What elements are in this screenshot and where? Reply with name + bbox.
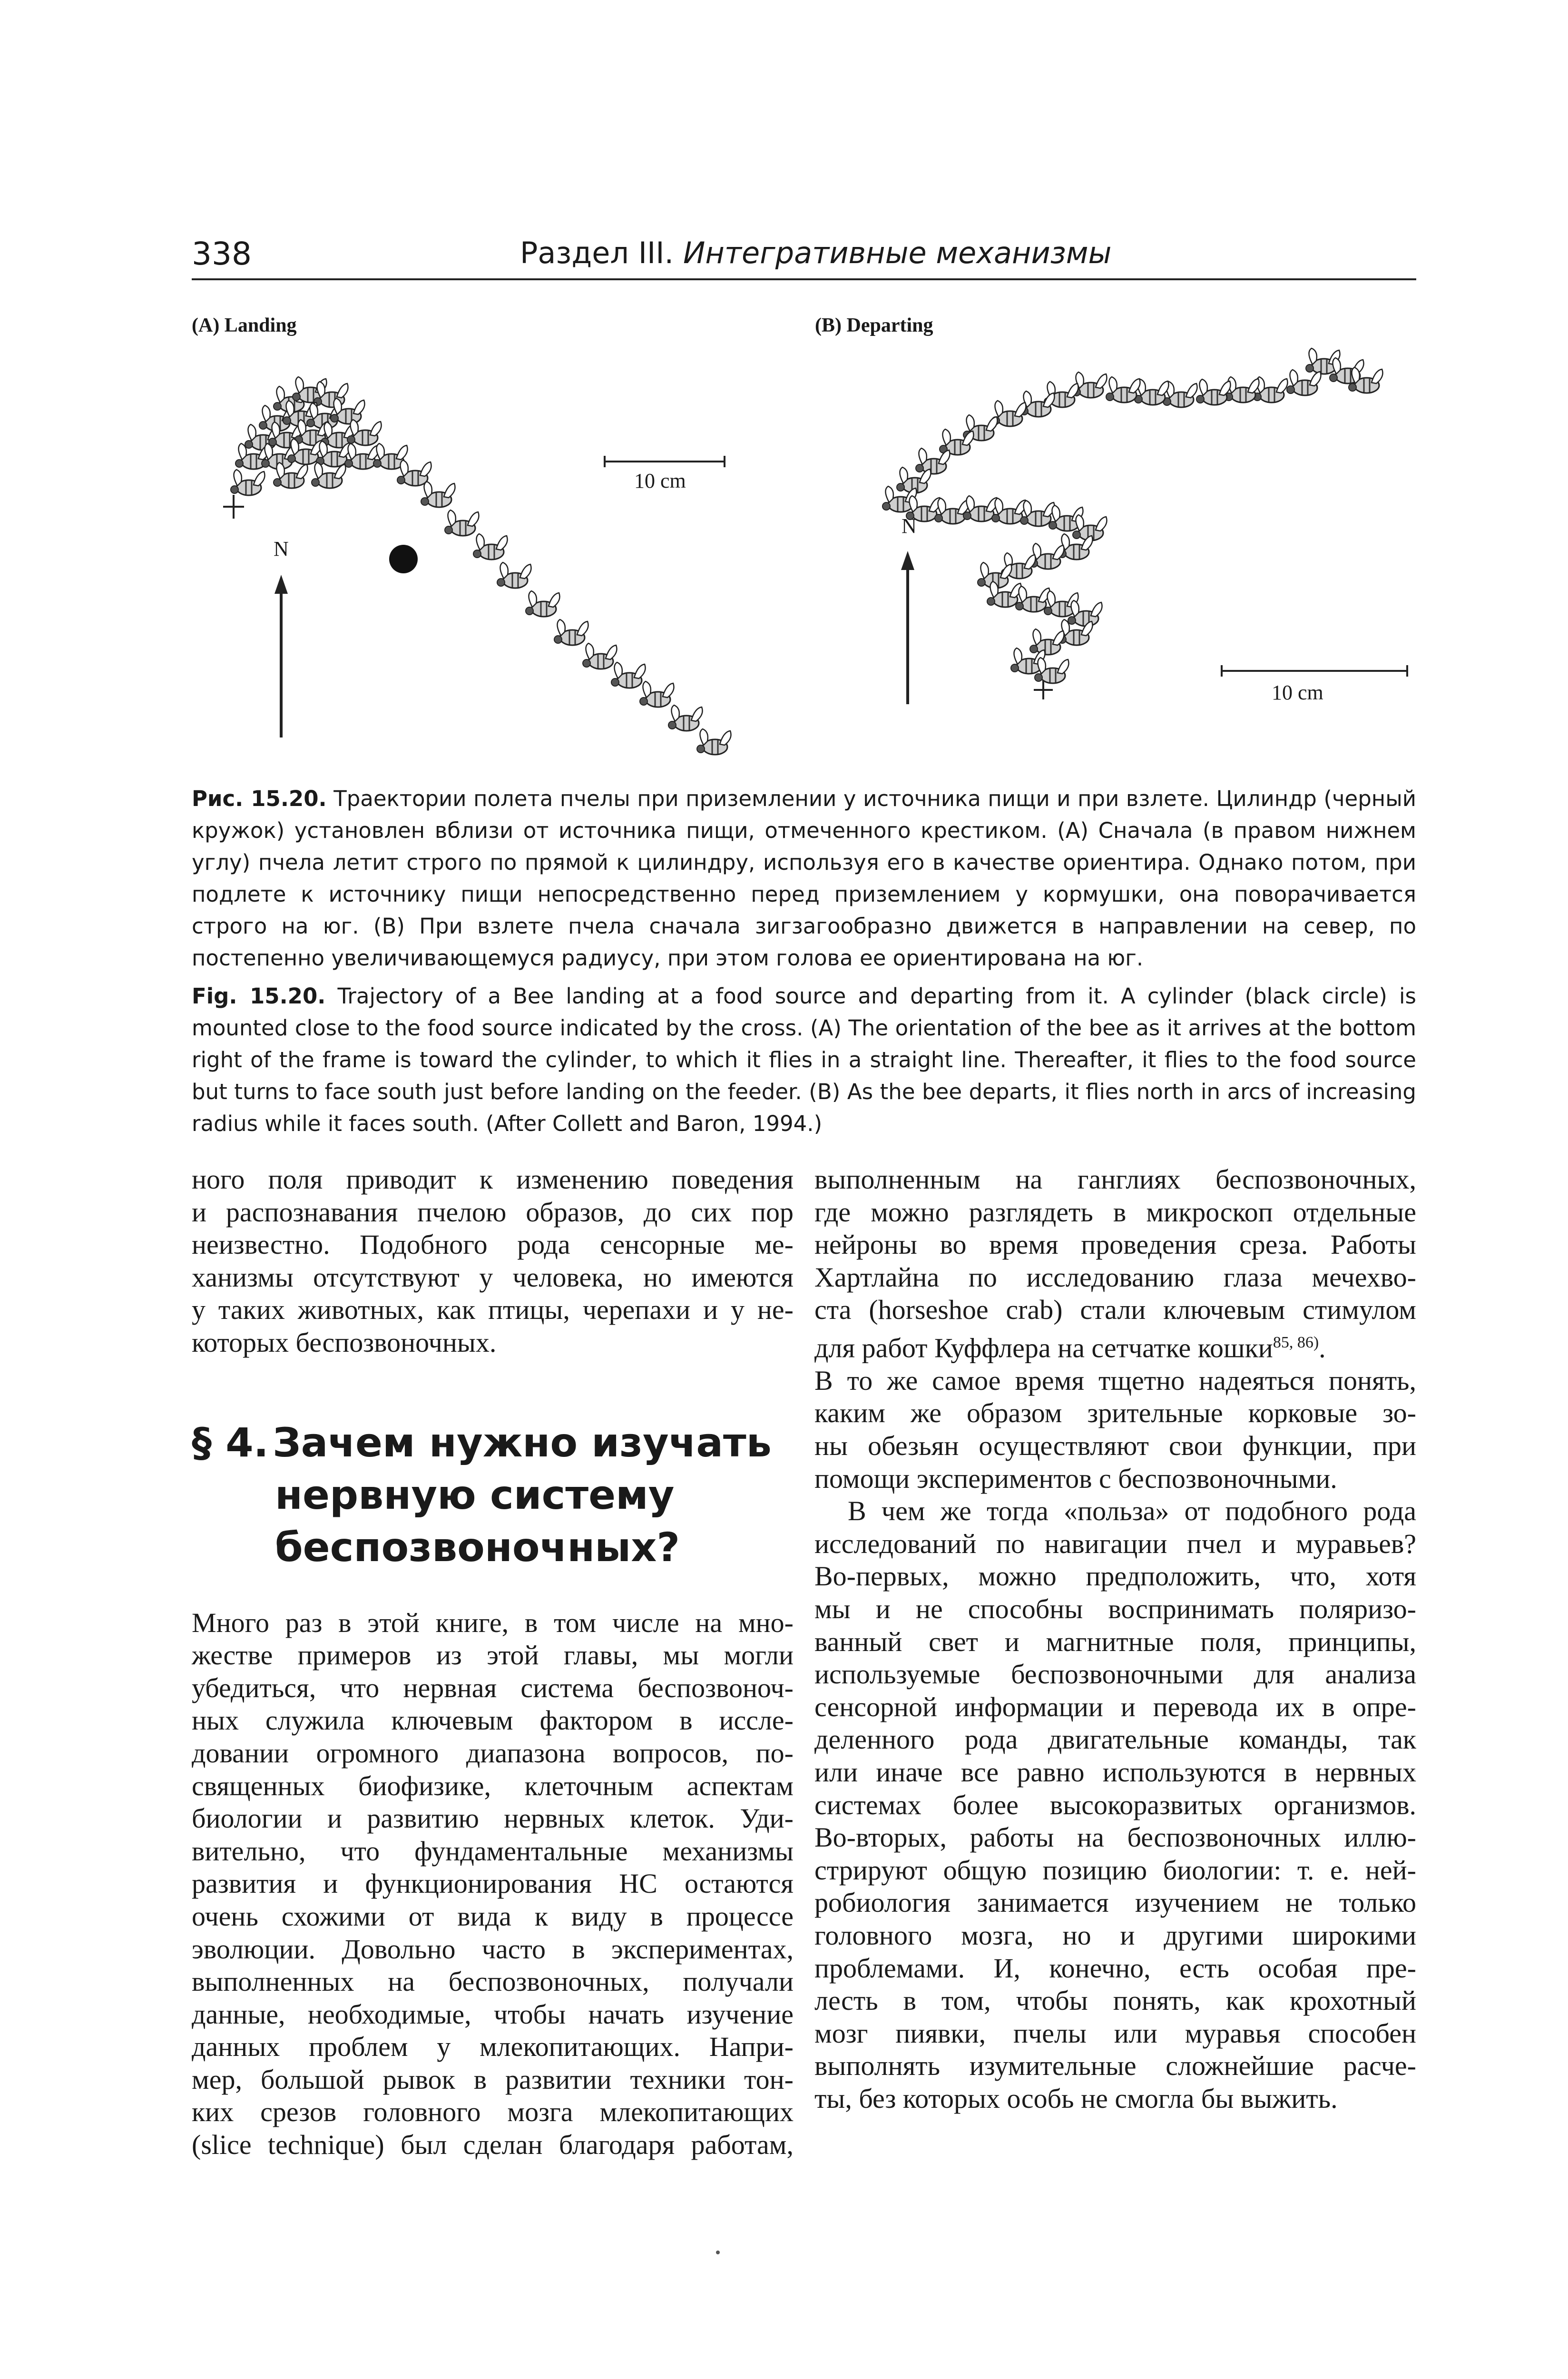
text-line-part: для работ Куффлера на сетчатке кошки <box>814 1332 1273 1364</box>
text-line: Во-первых, можно предположить, что, хотя <box>814 1561 1416 1592</box>
text-line: выполнять изумительные сложнейшие расче- <box>814 2050 1416 2082</box>
text-line: Хартлайна по исследованию глаза мечехво- <box>814 1261 1416 1293</box>
section-title: Интегративные механизмы <box>683 236 1112 270</box>
text-line: сенсорной информации и перевода их в опре- <box>814 1691 1416 1722</box>
text-line: которых беспозвоночных. <box>192 1327 497 1358</box>
text-line: мер, большой рывок в развитии техники тон- <box>192 2064 794 2095</box>
text-line: нейроны во время проведения среза. Работы <box>814 1229 1416 1260</box>
figure-15-20 <box>192 305 1416 780</box>
page-number: 338 <box>192 236 252 272</box>
panel-b-trajectory <box>882 348 1407 704</box>
text-line: (slice technique) был сделан благодаря работам, <box>192 2129 794 2161</box>
heading-number: § 4. <box>192 1419 269 1466</box>
text-line: Много раз в этой книге, в том числе на мно- <box>192 1607 794 1638</box>
text-line: ких срезов головного мозга млекопитающих <box>192 2096 794 2128</box>
text-line: ханизмы отсутствуют у человека, но имеются <box>192 1261 794 1293</box>
caption-en-text: Trajectory of a Bee landing at a food source and departing from it. A cylinder (black circle) is mounted close to the food source indicated by the cross. (A) The orientation of the bee as it arrives at the bottom right of the frame is toward the cylinder, to which it flies in a straight line. Thereafter, it flies to the food source but turns to face south just before landing on the feeder. (B) As the bee departs, it flies north in arcs of increasing radius while it faces south. (After Collett and Baron, 1994.) <box>192 983 1416 1136</box>
text-line: Во-вторых, работы на беспозвоночных иллю- <box>814 1822 1416 1853</box>
scale-label-b: 10 cm <box>1272 681 1323 704</box>
caption-en-label: Fig. 15.20. <box>192 983 326 1009</box>
text-line: данные, необходимые, чтобы начать изучение <box>192 1998 794 2030</box>
heading-line-1: Зачем нужно изучать <box>273 1419 772 1466</box>
text-line: священных биофизике, клеточным аспектам <box>192 1770 794 1801</box>
heading-line-3: беспозвоночных? <box>275 1524 680 1571</box>
footnote-reference: 85, 86) <box>1273 1333 1319 1351</box>
text-line: робиология занимается изучением не только <box>814 1887 1416 1918</box>
text-line: используемые беспозвоночными для анализа <box>814 1659 1416 1690</box>
text-line: у таких животных, как птицы, черепахи и у не- <box>192 1294 794 1326</box>
text-line: ста (horseshoe crab) стали ключевым стимулом <box>814 1294 1416 1326</box>
text-line: биологии и развитию нервных клеток. Уди- <box>192 1803 794 1834</box>
text-line: или иначе все равно используются в нервных <box>814 1757 1416 1788</box>
text-line: вительно, что фундаментальные механизмы <box>192 1835 794 1867</box>
text-line: В то же самое время тщетно надеяться понять, <box>814 1365 1416 1396</box>
text-line: развития и функционирования НС остаются <box>192 1868 794 1899</box>
left-column <box>192 1163 794 2162</box>
right-paragraph-2 <box>814 1495 1416 2115</box>
text-line: помощи экспериментов с беспозвоночными. <box>814 1463 1337 1494</box>
text-line: проблемами. И, конечно, есть особая пре- <box>814 1952 1416 1984</box>
running-header <box>192 236 1416 280</box>
section-heading <box>192 1416 794 1573</box>
text-line: данных проблем у млекопитающих. Напри- <box>192 2031 794 2063</box>
right-column <box>814 1163 1416 2115</box>
scale-label-a: 10 cm <box>634 469 686 492</box>
text-line: стрируют общую позицию биологии: т. е. ней- <box>814 1854 1416 1886</box>
caption-english <box>192 980 1416 1140</box>
text-line: системах более высокоразвитых организмов. <box>814 1789 1416 1820</box>
text-line: ты, без которых особь не смогла бы выжить. <box>814 2083 1338 2114</box>
trajectory-plot <box>192 305 1416 780</box>
text-line: выполненных на беспозвоночных, получали <box>192 1966 794 1997</box>
heading-line-2: нервную систему <box>275 1471 675 1518</box>
north-label-a: N <box>274 537 289 560</box>
text-line: деленного рода двигательные команды, так <box>814 1724 1416 1755</box>
text-line: мы и не способны воспринимать поляризо- <box>814 1593 1416 1625</box>
right-paragraph-1 <box>814 1163 1416 1495</box>
text-line: ных служила ключевым фактором в иссле- <box>192 1705 794 1736</box>
text-line: жестве примеров из этой главы, мы могли <box>192 1640 794 1671</box>
text-line: эволюции. Довольно часто в экспериментах, <box>192 1933 794 1965</box>
text-line: лесть в том, чтобы понять, как крохотный <box>814 1985 1416 2016</box>
left-paragraph-2 <box>192 1607 794 2162</box>
caption-ru-label: Рис. 15.20. <box>192 786 327 811</box>
panel-a-trajectory <box>223 377 731 755</box>
panel-b-label: (B) Departing <box>815 315 933 336</box>
text-line: неизвестно. Подобного рода сенсорные ме- <box>192 1229 794 1260</box>
caption-russian <box>192 783 1416 974</box>
north-label-b: N <box>902 514 917 538</box>
text-line: головного мозга, но и другими широкими <box>814 1919 1416 1951</box>
text-line: ны обезьян осуществляют свои функции, при <box>814 1430 1416 1462</box>
text-line: и распознавания пчелою образов, до сих пор <box>192 1196 794 1228</box>
running-title <box>520 236 1112 270</box>
caption-ru-text: Траектории полета пчелы при приземлении у источника пищи и при взлете. Цилиндр (черный кружок) установлен вблизи от источника пищи, отмеченного крестиком. (А) Сначала (в правом нижнем углу) пчела летит строго по прямой к цилиндру, используя его в качестве ориентира. Однако потом, при подлете к источнику пищи непосредственно перед приземлением у кормушки, она поворачивается строго на юг. (В) При взлете пчела сначала зигзагообразно движется в направлении на север, по постепенно увеличивающемуся радиусу, при этом голова ее ориентирована на юг. <box>192 786 1417 971</box>
text-line: убедиться, что нервная система беспозвоноч- <box>192 1672 794 1703</box>
text-line: выполненным на ганглиях беспозвоночных, <box>814 1164 1416 1195</box>
text-line: довании огромного диапазона вопросов, по- <box>192 1737 794 1769</box>
text-line: В чем же тогда «польза» от подобного рода <box>848 1495 1416 1527</box>
text-line: очень схожими от вида к виду в процессе <box>192 1900 794 1932</box>
panel-a-label: (A) Landing <box>192 315 297 336</box>
text-line: каким же образом зрительные корковые зо- <box>814 1397 1416 1429</box>
text-line: ванный свет и магнитные поля, принципы, <box>814 1626 1416 1657</box>
text-line: ного поля приводит к изменению поведения <box>192 1164 794 1195</box>
text-line: для работ Куффлера на сетчатке кошки$^{85, 86)}$. <box>814 1332 1326 1364</box>
left-paragraph-1 <box>192 1163 794 1359</box>
text-line: где можно разглядеть в микроскоп отдельные <box>814 1196 1416 1228</box>
section-number: Раздел III. <box>520 236 674 270</box>
page-speck <box>716 2251 720 2254</box>
text-line: мозг пиявки, пчелы или муравья способен <box>814 2017 1416 2049</box>
text-line: исследований по навигации пчел и муравьев? <box>814 1528 1416 1559</box>
